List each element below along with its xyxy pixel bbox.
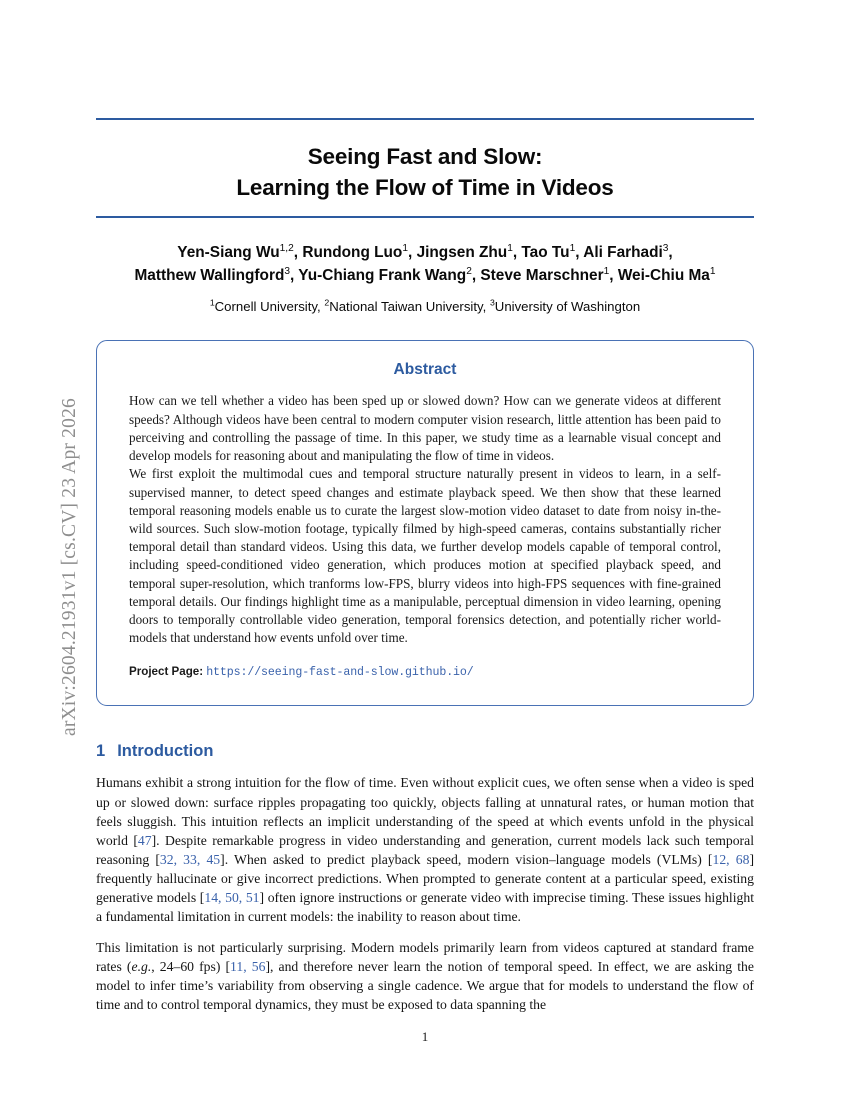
abstract-box: [96, 340, 754, 706]
citation-reference[interactable]: 47: [137, 832, 152, 848]
section-heading-introduction: [96, 742, 754, 761]
project-page-label: Project Page:: [129, 665, 204, 679]
body-text: ]. Despite remarkable progress in video understanding and generation, current models lack such temporal reasoning [: [96, 832, 754, 867]
body-text: , 24–60 fps) [: [151, 958, 231, 974]
author-affiliation-marker: 1: [507, 243, 513, 255]
affiliation-list: $^1$Cornell University, $^2$National Taiwan University, $^3$University of Washington: [209, 298, 641, 315]
paper-page: [96, 0, 754, 1100]
body-text: ]. When asked to predict playback speed, modern vision–language models (VLMs) [: [220, 851, 713, 867]
author-name: Yen-Siang Wu$^{1,2}$: [177, 243, 294, 262]
affiliation-marker: 3: [489, 298, 495, 309]
affiliation-marker: 1: [209, 298, 215, 309]
author-affiliation-marker: 3: [284, 266, 291, 278]
arxiv-stamp: arXiv:2604.21931v1 [cs.CV] 23 Apr 2026: [59, 398, 80, 736]
project-page-line: [129, 664, 721, 679]
author-name: Rundong Luo$^1$: [302, 243, 408, 262]
author-affiliation-marker: 2: [466, 266, 472, 278]
citation-reference[interactable]: 14, 50, 51: [204, 889, 260, 905]
top-rule: [96, 118, 754, 120]
emphasis-text: e.g.: [131, 958, 152, 974]
author-affiliation-marker: 1,2: [279, 243, 294, 255]
body-text: ] frequently hallucinate or give incorrect predictions. When prompted to generate content at a particular speed, existing generative models [: [96, 851, 754, 905]
section-number: 1: [96, 742, 106, 761]
author-affiliation-marker: 1: [402, 243, 408, 255]
author-line-2: Matthew Wallingford$^3$, Yu-Chiang Frank Wang$^2$, Steve Marschner$^1$, Wei-Chiu Ma$^1$: [134, 266, 716, 285]
project-page-link[interactable]: https://seeing-fast-and-slow.github.io/: [206, 666, 474, 680]
page-number: 1: [421, 1029, 429, 1044]
author-name: Steve Marschner$^1$: [480, 266, 610, 285]
affiliation-item: $^2$National Taiwan University: [324, 298, 483, 315]
body-text: Humans exhibit a strong intuition for the flow of time. Even without explicit cues, we often sense when a video is sped up or slowed down: surface ripples propagating too quickly, objects falling at unnatural rates, or human motion that feels sluggish. This intuition reflects an implicit understanding of the speed at which events unfold in the physical world [: [96, 775, 754, 848]
abstract-paragraph-1: How can we tell whether a video has been sped up or slowed down? How can we generate videos at different speeds? Although videos have been central to modern computer vision research, little attention has been paid to perceiving and controlling the passage of time. In this paper, we study time as a learnable visual concept and develop models for reasoning about and manipulating the flow of time in videos.: [129, 393, 721, 464]
section-title: Introduction: [117, 742, 214, 761]
citation-reference[interactable]: 12, 68: [712, 851, 750, 867]
citation-reference[interactable]: 11, 56: [230, 958, 266, 974]
abstract-paragraph-2: We first exploit the multimodal cues and temporal structure naturally present in videos to learn, in a self-supervised manner, to detect speed changes and estimate playback speed. We then show that these learned temporal reasoning models enable us to curate the largest slow-motion video dataset to date from noisy in-the-wild sources. Such slow-motion footage, typically filmed by high-speed cameras, contains substantially richer temporal detail than standard videos. Using this data, we further develop models capable of temporal control, including speed-conditioned video generation, which produces motion at specified playback speed, and temporal super-resolution, which tranforms low-FPS, blurry videos into high-FPS sequences with fine-grained temporal details. Our findings highlight time as a manipulable, perceptual dimension in video learning, opening doors to temporally controllable video generation, temporal forensics detection, and potentially richer world-models that understand how events unfold over time.: [129, 466, 721, 646]
body-text: This limitation is not particularly surprising. Modern models primarily learn from videos captured at standard frame rates (: [96, 939, 754, 974]
author-affiliation-marker: 3: [662, 243, 669, 255]
author-affiliation-marker: 1: [603, 266, 610, 278]
intro-paragraph-1: [96, 773, 754, 925]
author-name: Wei-Chiu Ma$^1$: [617, 266, 716, 285]
author-name: Yu-Chiang Frank Wang$^2$: [298, 266, 472, 285]
author-name: Ali Farhadi$^3$: [583, 243, 669, 262]
body-text: ] often ignore instructions or generate video with imprecise timing. These issues highlight a fundamental limitation in current models: the inability to reason about time.: [96, 889, 755, 924]
author-name: Jingsen Zhu$^1$: [416, 243, 513, 262]
title-line-1: Seeing Fast and Slow:: [307, 144, 543, 169]
author-name: Matthew Wallingford$^3$: [134, 266, 291, 285]
author-affiliation-marker: 1: [709, 266, 716, 278]
affiliation-item: $^3$University of Washington: [489, 298, 641, 315]
intro-paragraph-2: [96, 938, 754, 1014]
title-line-2: Learning the Flow of Time in Videos: [236, 174, 614, 200]
author-line-1: Yen-Siang Wu$^{1,2}$, Rundong Luo$^1$, Jingsen Zhu$^1$, Tao Tu$^1$, Ali Farhadi$^3$,: [177, 243, 673, 262]
author-affiliation-marker: 1: [569, 243, 576, 255]
abstract-heading: Abstract: [393, 361, 457, 379]
title-underline-rule: [96, 216, 754, 218]
body-text: ], and therefore never learn the notion of temporal speed. In effect, we are asking the model to infer time’s variability from observing a single cadence. We argue that for models to understand the flow of time and to control temporal dynamics, they must be exposed to data spanning the: [96, 958, 754, 1012]
author-list: [96, 241, 754, 287]
author-name: Tao Tu$^1$: [521, 243, 576, 262]
page-title: [96, 142, 754, 203]
citation-reference[interactable]: 32, 33, 45: [159, 851, 221, 867]
affiliation-item: $^1$Cornell University: [209, 298, 318, 315]
affiliation-marker: 2: [324, 298, 330, 309]
